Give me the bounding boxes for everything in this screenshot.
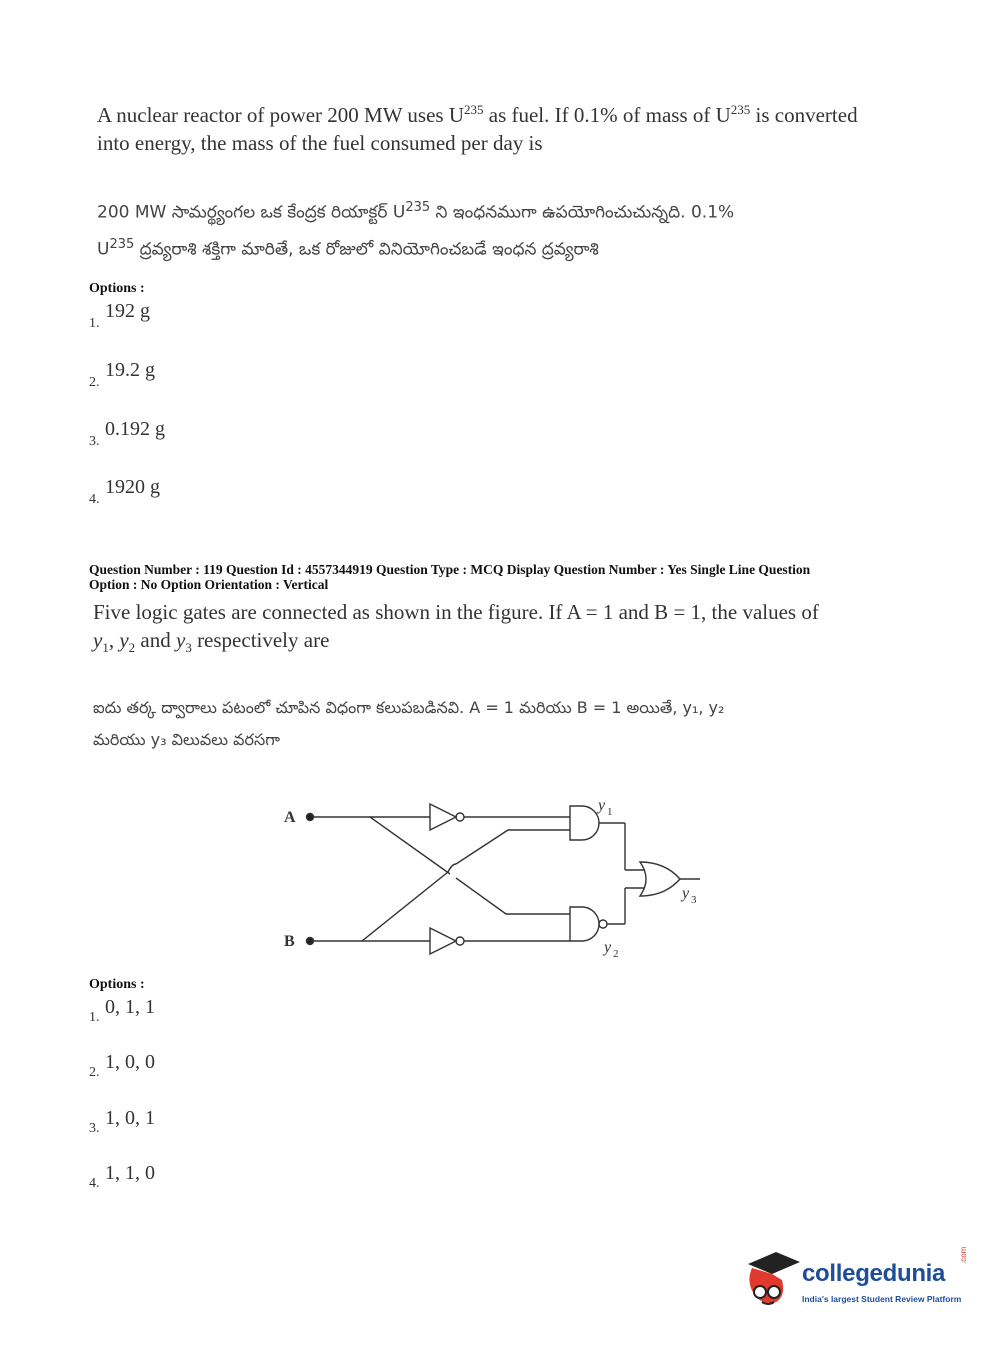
option-number: 3. [89,434,100,449]
cross-line-a-lower [456,878,570,914]
nand-gate-bottom [570,907,599,941]
label-y3: y [682,885,690,902]
or-gate [640,862,680,896]
not-gate-top [430,804,456,830]
q119-telugu-line2: మరియు y₃ విలువలు వరసగా [93,730,281,749]
q119-metadata [89,562,969,592]
logo-tagline: India's largest Student Review Platform [802,1294,962,1304]
option-value: 1, 0, 1 [105,1107,155,1129]
nand-gate-bubble [599,920,607,928]
not-gate-bottom [430,928,456,954]
option-number: 4. [89,492,100,507]
label-y1-sub: 1 [607,806,613,818]
q118-english-line1: A nuclear reactor of power 200 MW uses $U^{235}$ as fuel. If 0.1% of mass of $U^{235}$ is converted [97,102,858,127]
option-value: 1, 0, 0 [105,1051,155,1073]
q118-english-text [97,96,897,157]
label-a: A [284,809,296,826]
logic-gate-diagram [270,790,720,970]
option-value: 19.2 g [105,359,155,381]
q118-english-line2: into energy, the mass of the fuel consumed per day is [97,131,543,155]
input-b-terminal [307,938,314,945]
q119-options-label: Options : [89,977,145,992]
option-number: 2. [89,375,100,390]
q119-metadata-line1: Question Number : 119 Question Id : 4557344919 Question Type : MCQ Display Question Number : Yes Single Line Question [89,562,811,577]
q118-telugu-line1: 200 MW సామర్థ్యంగల ఒక కేంద్రక రియాక్టర్ $U^{235}$ ని ఇంధనముగా ఉపయోగించుచున్నది. 0.1% [97,200,735,223]
option-number: 4. [89,1176,100,1191]
label-y2-sub: 2 [613,948,619,960]
and-gate-top [570,806,599,840]
option-value: 192 g [105,300,150,322]
logo-dotcom: .com [959,1246,968,1264]
q118-telugu-line2: $U^{235}$ ద్రవ్యరాశి శక్తిగా మారితే, ఒక రోజులో వినియోగించబడే ఇంధన ద్రవ్యరాశి [97,236,599,260]
option-number: 1. [89,1010,100,1025]
q119-english-line1: Five logic gates are connected as shown in the figure. If A = 1 and B = 1, the values of [93,600,819,624]
option-value: 1, 1, 0 [105,1162,155,1184]
q118-options-label: Options : [89,281,145,296]
label-y2: y [604,939,612,956]
option-value: 0.192 g [105,418,165,440]
q118-telugu-text [97,192,897,265]
q119-telugu-text [93,692,893,756]
label-y1: y [598,797,606,814]
option-number: 3. [89,1121,100,1136]
option-value: 0, 1, 1 [105,996,155,1018]
collegedunia-logo[interactable] [742,1246,982,1314]
label-b: B [284,933,295,950]
q119-english-line2: $y_1$, $y_2$ and $y_3$ respectively are [93,628,330,656]
q119-metadata-line2: Option : No Option Orientation : Vertical [89,577,329,592]
input-a-terminal [307,814,314,821]
logo-wordmark: collegedunia [802,1260,946,1287]
q119-english-text [93,598,893,662]
mascot-icon [742,1250,800,1310]
option-number: 1. [89,316,100,331]
option-value: 1920 g [105,476,160,498]
option-number: 2. [89,1065,100,1080]
q119-telugu-line1: ఐదు తర్క ద్వారాలు పటంలో చూపిన విధంగా కలుపబడినవి. A = 1 మరియు B = 1 అయితే, y₁, y₂ [93,698,725,717]
label-y3-sub: 3 [691,894,697,906]
